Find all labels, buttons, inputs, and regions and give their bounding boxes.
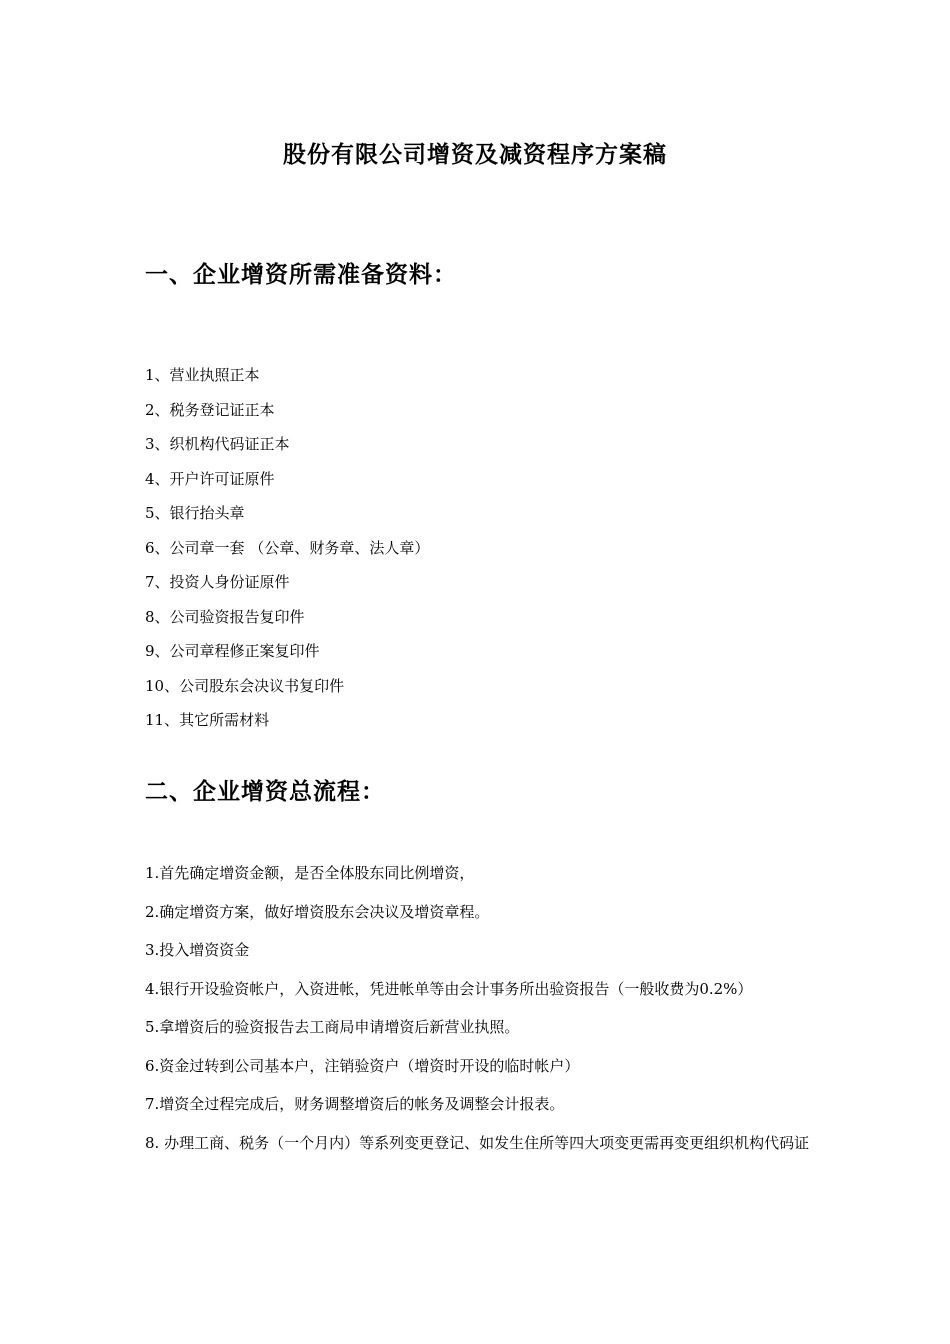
list-item: 2.确定增资方案，做好增资股东会决议及增资章程。 bbox=[145, 902, 490, 921]
list-item: 4、开户许可证原件 bbox=[145, 469, 275, 488]
list-item: 4.银行开设验资帐户，入资进帐，凭进帐单等由会计事务所出验资报告（一般收费为0.2%） bbox=[145, 979, 753, 998]
process-list bbox=[145, 854, 810, 1162]
list-item: 3、织机构代码证正本 bbox=[145, 435, 290, 453]
list-item: 5.拿增资后的验资报告去工商局申请增资后新营业执照。 bbox=[145, 1018, 520, 1036]
list-item: 8. 办理工商、税务（一个月内）等系列变更登记、如发生住所等四大项变更需再变更组织机构代码证 bbox=[145, 1133, 810, 1152]
list-item: 1、营业执照正本 bbox=[145, 366, 260, 384]
list-item: 6、公司章一套 （公章、财务章、法人章） bbox=[145, 538, 430, 557]
section-heading-materials: 一、企业增资所需准备资料： bbox=[145, 262, 457, 288]
section-heading-process: 二、企业增资总流程： bbox=[145, 779, 385, 805]
list-item: 1.首先确定增资金额，是否全体股东同比例增资， bbox=[145, 864, 475, 882]
list-item: 8、公司验资报告复印件 bbox=[145, 607, 305, 626]
list-item: 5、银行抬头章 bbox=[145, 504, 245, 522]
list-item: 3.投入增资资金 bbox=[145, 941, 250, 959]
list-item: 2、税务登记证正本 bbox=[145, 400, 275, 419]
list-item: 7、投资人身份证原件 bbox=[145, 573, 290, 591]
list-item: 10、公司股东会决议书复印件 bbox=[145, 676, 345, 695]
materials-list bbox=[145, 364, 429, 744]
list-item: 6.资金过转到公司基本户，注销验资户（增资时开设的临时帐户） bbox=[145, 1056, 580, 1075]
document-title: 股份有限公司增资及减资程序方案稿 bbox=[283, 142, 667, 168]
list-item: 7.增资全过程完成后，财务调整增资后的帐务及调整会计报表。 bbox=[145, 1095, 565, 1113]
list-item: 9、公司章程修正案复印件 bbox=[145, 642, 320, 660]
list-item: 11、其它所需材料 bbox=[145, 711, 270, 729]
